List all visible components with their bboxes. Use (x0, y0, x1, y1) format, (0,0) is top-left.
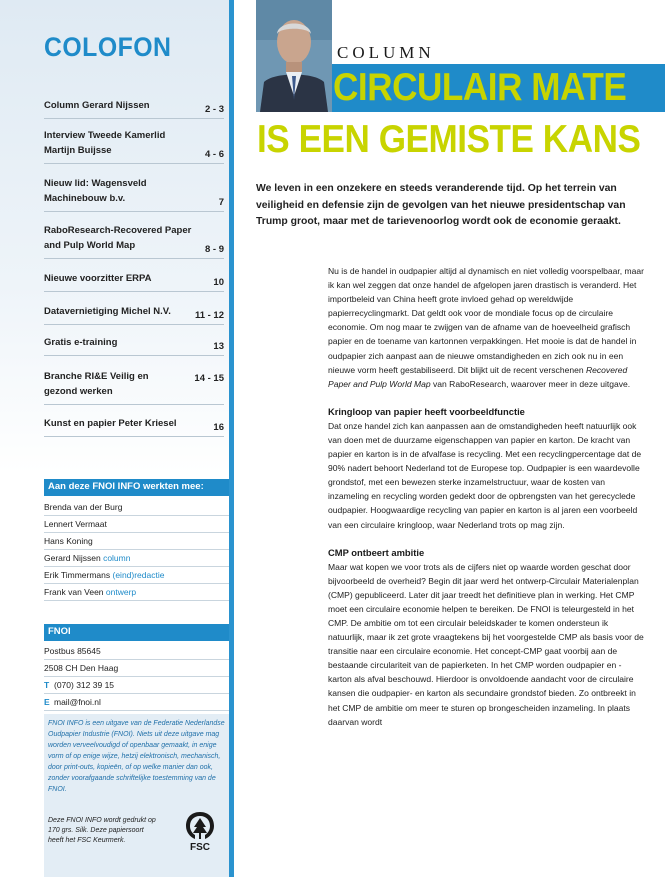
address-line: Postbus 85645 (44, 643, 229, 660)
column-label: COLUMN (337, 43, 435, 62)
toc-item-title: Interview Tweede Kamerlid Martijn Buijsse (44, 130, 166, 156)
colofon-title: COLOFON (44, 32, 172, 62)
toc-item[interactable] (44, 304, 224, 325)
colofon-sidebar (0, 0, 229, 877)
toc-item[interactable] (44, 176, 224, 212)
fsc-logo (183, 808, 217, 852)
toc-item-page: 2 - 3 (204, 104, 224, 115)
toc-item-title: RaboResearch-Recovered Paper and Pulp World Map (44, 225, 192, 251)
contributor (44, 567, 229, 584)
contributor (44, 516, 229, 533)
body-paragraph: Nu is de handel in oudpapier altijd al dynamisch en niet volledig voorspelbaar, maar ik kan wel zeggen dat onze handel de afgelopen jaren drastisch is veranderd. Het importbeleid van China heeft grote invloed gehad op wereldwijde papierrecyclingmarkt. Dat geldt ook voor de mondiale focus op de circulaire economie. Om nog maar te zwijgen van de afname van de hoeveelheid grafisch papier en de toename van kartonnen verpakkingen. Het mooie is dat de handel in oudpapier zich aanpast aan de nieuwe omstandigheden en zich ook nu in een nieuwe vorm heeft gestabiliseerd. Dit blijkt uit de recent verschenen Recovered Paper and Pulp World Map van RaboResearch, waarover meer in deze uitgave. (328, 266, 644, 389)
contributor (44, 584, 229, 601)
contributor-role: ontwerp (105, 587, 137, 597)
toc-item-page: 11 - 12 (194, 310, 224, 321)
contributor-name: Brenda van der Burg (44, 502, 123, 512)
toc-item[interactable] (44, 271, 224, 292)
toc-item-title: Column Gerard Nijssen (44, 100, 150, 111)
fsc-note: Deze FNOI INFO wordt gedrukt op 170 grs. Silk. Deze papiersoort heeft het FSC Keurmerk. (48, 817, 156, 844)
toc-item[interactable] (44, 416, 224, 437)
toc-item-title: Datavernietiging Michel N.V. (44, 306, 171, 317)
contributors-list (44, 499, 229, 601)
email-line (44, 694, 229, 711)
contributor (44, 550, 229, 567)
phone-line (44, 677, 229, 694)
address-line: 2508 CH Den Haag (44, 660, 229, 677)
headline-line-2 (236, 112, 665, 168)
body-paragraph: Maar wat kopen we voor trots als de cijfers niet op waarde worden geschat door bijvoorbeeld de overheid? Begin dit jaar werd het ontwerp-Circulair Materialenplan (CMP) gepubliceerd. Later dit jaar treedt het definitieve plan in werking. Het CMP moet een circulaire economie helpen te bereiken. De FNOI is teleurgesteld in het CMP. De ambitie om tot een circulair beleidskader te komen ondersteun ik natuurlijk, maar ik zet grote vraagtekens bij het voorgestelde CMP als basis voor de transitie naar een circulaire economie. Het concept-CMP gaat voorbij aan de bestaande circulariteit van de papierketen. In het CMP worden oudpapier en -karton als afval beschouwd. Hierdoor is onvoldoende aandacht voor de circulaire kansen die oudpapier- en karton als secundaire grondstof bieden. Zo ontbreekt in het CMP de ambitie om meer te sturen op brongescheiden inzameling. In plaats daarvan wordt (328, 561, 644, 727)
contributor-name: Erik Timmermans (44, 570, 111, 580)
toc-item-page: 4 - 6 (204, 149, 224, 160)
toc-item-page: 7 (218, 197, 224, 208)
toc-item[interactable] (44, 335, 224, 356)
fnoi-heading: FNOI (44, 624, 229, 641)
phone-label: T (44, 680, 50, 690)
disclaimer-text: FNOI INFO is een uitgave van de Federatie Nederlandse Oudpapier Industrie (FNOI). Niets uit deze uitgave mag worden verveelvoudigd of openbaar gemaakt, in enige vorm of op enige wijze, hetzij elektronisch, mechanisch, door print-outs, kopieën, of op welke manier dan ook, zonder voorafgaande schriftelijke toestemming van de FNOI. (48, 720, 225, 793)
contributor-name: Lennert Vermaat (44, 519, 107, 529)
contributor-name: Frank van Veen (44, 587, 104, 597)
fsc-logo-text: FSC (190, 842, 210, 852)
contributor-role: column (103, 553, 131, 563)
section-heading: CMP ontbeert ambitie (328, 546, 425, 558)
toc-item-title: Nieuw lid: Wagensveld Machinebouw b.v. (44, 178, 147, 204)
contributor (44, 499, 229, 516)
toc-item-title: Branche RI&E Veilig en gezond werken (44, 371, 149, 397)
headline-line-1-text: CIRCULAIR MATE (333, 66, 627, 109)
toc-item-page: 13 (213, 341, 224, 352)
contributor-name: Gerard Nijssen (44, 553, 101, 563)
body-paragraph: Dat onze handel zich kan aanpassen aan de omstandigheden heeft natuurlijk ook van doen met de duurzame eigenschappen van papier en karton. De kracht van papier en karton is in de afvalfase is recycling. Met een recyclingpercentage dat de 90% nadert behoort Nederland tot de Europese top. Oudpapier is een waardevolle grondstof, met een bewezen sterke inzamelstructuur, waar de kosten van inzameling en recycling worden gedekt door de opbrengsten van het gerecyclede oudpapier. Hoogwaardige recycling van papier en karton is al jaren een voorbeeld van een circulaire kringloop, waar Nederland trots op mag zijn. (328, 420, 642, 530)
report-title: Recovered Paper and Pulp World Map (328, 364, 628, 389)
toc-item[interactable] (44, 98, 224, 119)
author-portrait (256, 0, 332, 112)
headline-line-2-text: IS EEN GEMISTE KANS (257, 118, 641, 161)
phone-number: (070) 312 39 15 (54, 680, 115, 690)
toc-item-page: 14 - 15 (194, 373, 224, 384)
toc-item-page: 8 - 9 (204, 244, 224, 255)
contributors-heading: Aan deze FNOI INFO werkten mee: (44, 479, 229, 496)
toc-item-title: Gratis e-training (44, 337, 118, 348)
headline-line-1 (332, 64, 665, 112)
section-heading: Kringloop van papier heeft voorbeeldfunctie (328, 405, 525, 417)
article-body (328, 264, 644, 729)
contributor-name: Hans Koning (44, 536, 93, 546)
toc-item-title: Nieuwe voorzitter ERPA (44, 273, 152, 284)
fnoi-address (44, 643, 229, 711)
toc-item-page: 16 (213, 422, 224, 433)
vertical-divider (229, 0, 234, 877)
toc-item-title: Kunst en papier Peter Kriesel (44, 418, 177, 429)
email-label: E (44, 697, 50, 707)
toc-item[interactable] (44, 369, 224, 405)
toc-item[interactable] (44, 223, 224, 259)
toc-item-page: 10 (213, 277, 224, 288)
email-link[interactable]: mail@fnoi.nl (54, 697, 101, 707)
article-intro: We leven in een onzekere en steeds veranderende tijd. Op het terrein van veiligheid en defensie zijn de gevolgen van het nieuwe presidentschap van Trump groot, maar met de tarievenoorlog wordt ook de economie geraakt. (256, 183, 626, 227)
contributor-role: (eind)redactie (112, 570, 165, 580)
toc-item[interactable] (44, 128, 224, 164)
contributor (44, 533, 229, 550)
